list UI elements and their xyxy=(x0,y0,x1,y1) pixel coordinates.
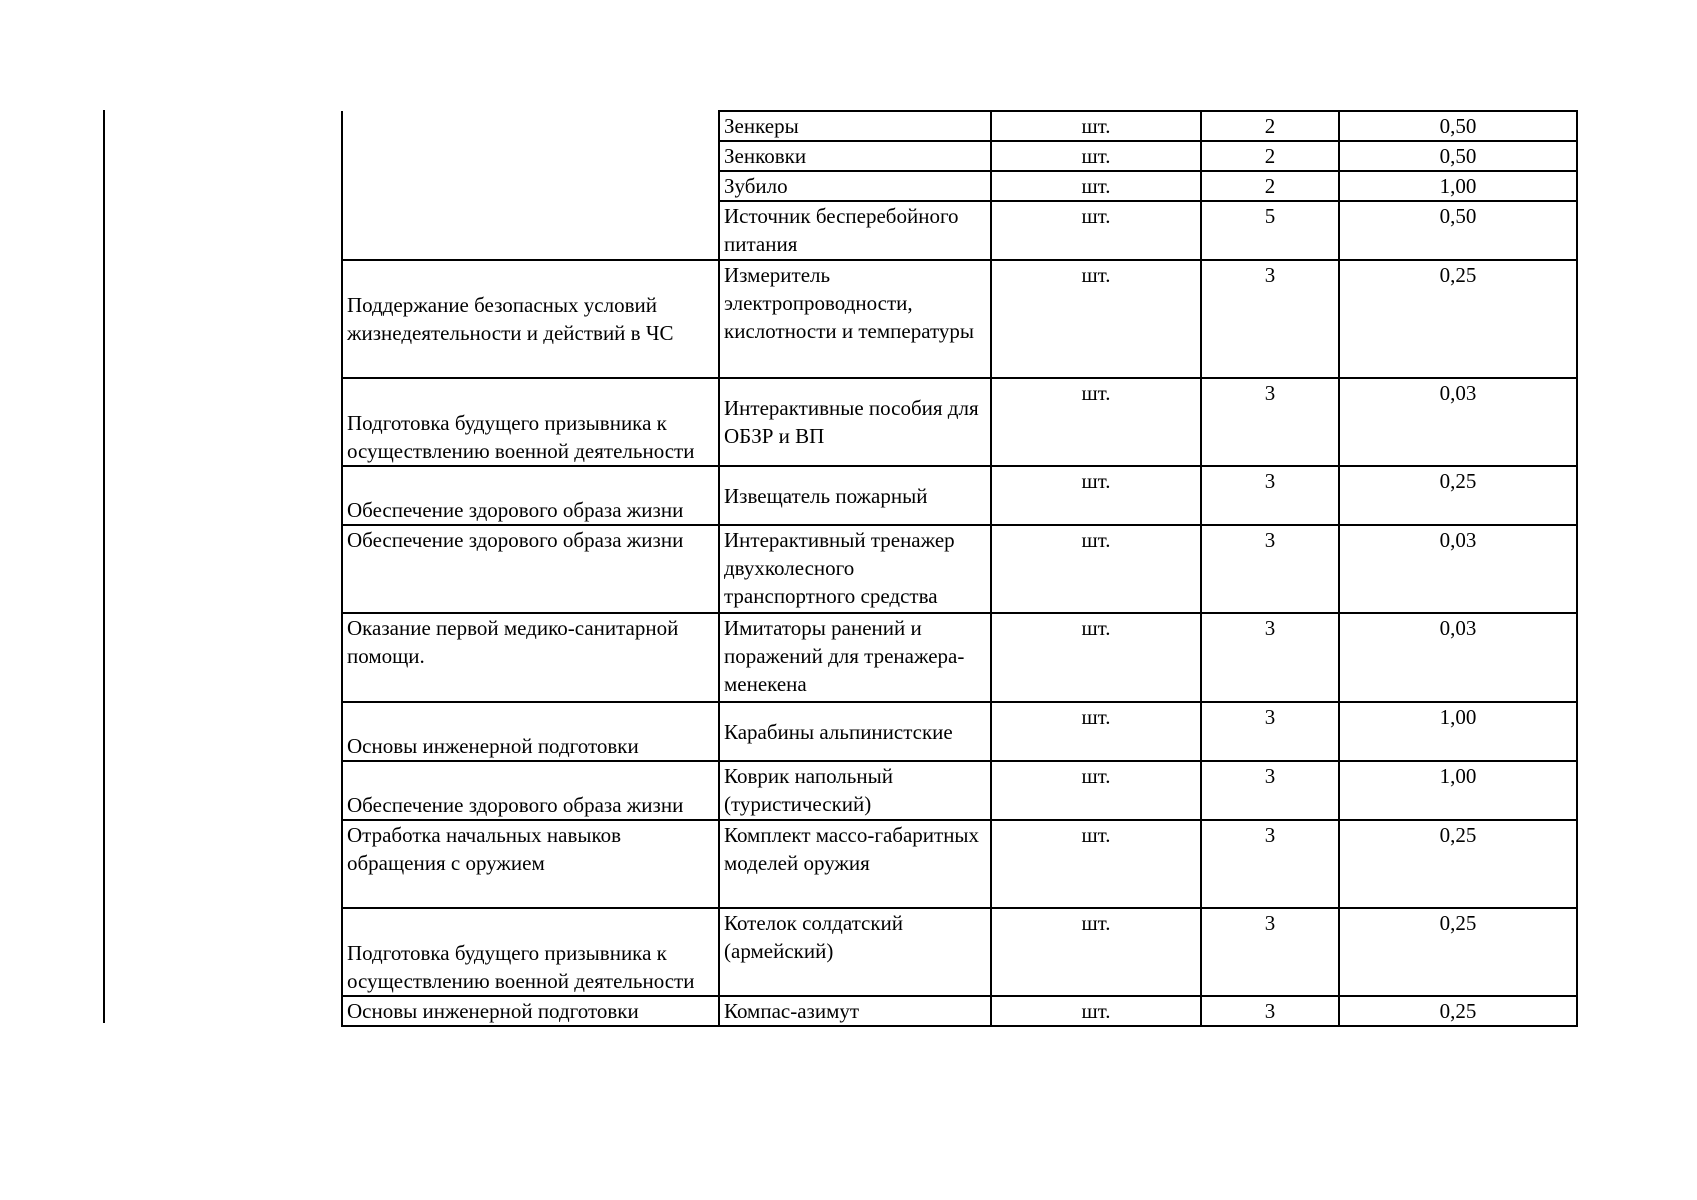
quantity-cell: 3 xyxy=(1201,702,1339,761)
table-row xyxy=(342,525,1577,613)
section-cell: Оказание первой медико-санитарной помощи. xyxy=(342,613,719,702)
unit-cell: шт. xyxy=(991,820,1201,908)
item-name-cell: Котелок солдатский (армейский) xyxy=(719,908,991,996)
quantity-cell: 3 xyxy=(1201,466,1339,525)
item-name-cell: Извещатель пожарный xyxy=(719,466,991,525)
coefficient-cell: 1,00 xyxy=(1339,761,1577,820)
item-name-cell: Источник бесперебойного питания xyxy=(719,201,991,260)
item-name-cell: Измеритель электропроводности, кислотности и температуры xyxy=(719,260,991,378)
unit-cell: шт. xyxy=(991,996,1201,1026)
coefficient-cell: 0,03 xyxy=(1339,378,1577,466)
table-row xyxy=(342,702,1577,761)
table-row xyxy=(342,141,1577,171)
table-row xyxy=(342,820,1577,908)
unit-cell: шт. xyxy=(991,761,1201,820)
coefficient-cell: 0,25 xyxy=(1339,260,1577,378)
table-row xyxy=(342,111,1577,141)
coefficient-cell: 0,25 xyxy=(1339,466,1577,525)
unit-cell: шт. xyxy=(991,378,1201,466)
quantity-cell: 3 xyxy=(1201,613,1339,702)
item-name-cell: Компас-азимут xyxy=(719,996,991,1026)
coefficient-cell: 0,50 xyxy=(1339,141,1577,171)
item-name-cell: Зубило xyxy=(719,171,991,201)
section-cell: Обеспечение здорового образа жизни xyxy=(342,761,719,820)
item-name-cell: Интерактивный тренажер двухколесного транспортного средства xyxy=(719,525,991,613)
table-row xyxy=(342,996,1577,1026)
table-row xyxy=(342,201,1577,260)
item-name-cell: Комплект массо-габаритных моделей оружия xyxy=(719,820,991,908)
section-cell: Подготовка будущего призывника к осуществлению военной деятельности xyxy=(342,378,719,466)
unit-cell: шт. xyxy=(991,702,1201,761)
unit-cell: шт. xyxy=(991,908,1201,996)
unit-cell: шт. xyxy=(991,141,1201,171)
section-cell: Подготовка будущего призывника к осуществлению военной деятельности xyxy=(342,908,719,996)
unit-cell: шт. xyxy=(991,260,1201,378)
section-cell xyxy=(342,171,719,201)
unit-cell: шт. xyxy=(991,171,1201,201)
table-row xyxy=(342,761,1577,820)
coefficient-cell: 0,25 xyxy=(1339,908,1577,996)
section-cell xyxy=(342,141,719,171)
quantity-cell: 2 xyxy=(1201,141,1339,171)
table-row xyxy=(342,171,1577,201)
quantity-cell: 3 xyxy=(1201,908,1339,996)
section-cell: Основы инженерной подготовки xyxy=(342,702,719,761)
table-row xyxy=(342,908,1577,996)
section-cell: Поддержание безопасных условий жизнедеятельности и действий в ЧС xyxy=(342,260,719,378)
item-name-cell: Зенковки xyxy=(719,141,991,171)
quantity-cell: 3 xyxy=(1201,996,1339,1026)
quantity-cell: 5 xyxy=(1201,201,1339,260)
quantity-cell: 3 xyxy=(1201,820,1339,908)
item-name-cell: Имитаторы ранений и поражений для тренажера-менекена xyxy=(719,613,991,702)
section-cell xyxy=(342,111,719,141)
unit-cell: шт. xyxy=(991,111,1201,141)
quantity-cell: 3 xyxy=(1201,260,1339,378)
coefficient-cell: 0,25 xyxy=(1339,820,1577,908)
item-name-cell: Интерактивные пособия для ОБЗР и ВП xyxy=(719,378,991,466)
table-row xyxy=(342,378,1577,466)
section-cell: Обеспечение здорового образа жизни xyxy=(342,525,719,613)
section-cell: Отработка начальных навыков обращения с оружием xyxy=(342,820,719,908)
equipment-table xyxy=(341,110,1578,1027)
section-cell: Основы инженерной подготовки xyxy=(342,996,719,1026)
unit-cell: шт. xyxy=(991,466,1201,525)
table-row xyxy=(342,466,1577,525)
quantity-cell: 3 xyxy=(1201,525,1339,613)
quantity-cell: 2 xyxy=(1201,111,1339,141)
unit-cell: шт. xyxy=(991,525,1201,613)
item-name-cell: Коврик напольный (туристический) xyxy=(719,761,991,820)
coefficient-cell: 0,50 xyxy=(1339,111,1577,141)
coefficient-cell: 0,03 xyxy=(1339,613,1577,702)
coefficient-cell: 0,25 xyxy=(1339,996,1577,1026)
unit-cell: шт. xyxy=(991,201,1201,260)
quantity-cell: 3 xyxy=(1201,761,1339,820)
unit-cell: шт. xyxy=(991,613,1201,702)
section-cell xyxy=(342,201,719,260)
item-name-cell: Зенкеры xyxy=(719,111,991,141)
quantity-cell: 2 xyxy=(1201,171,1339,201)
quantity-cell: 3 xyxy=(1201,378,1339,466)
table-row xyxy=(342,260,1577,378)
coefficient-cell: 1,00 xyxy=(1339,171,1577,201)
table-row xyxy=(342,613,1577,702)
left-margin-rule xyxy=(103,110,105,1023)
coefficient-cell: 1,00 xyxy=(1339,702,1577,761)
item-name-cell: Карабины альпинистские xyxy=(719,702,991,761)
section-cell: Обеспечение здорового образа жизни xyxy=(342,466,719,525)
coefficient-cell: 0,50 xyxy=(1339,201,1577,260)
coefficient-cell: 0,03 xyxy=(1339,525,1577,613)
